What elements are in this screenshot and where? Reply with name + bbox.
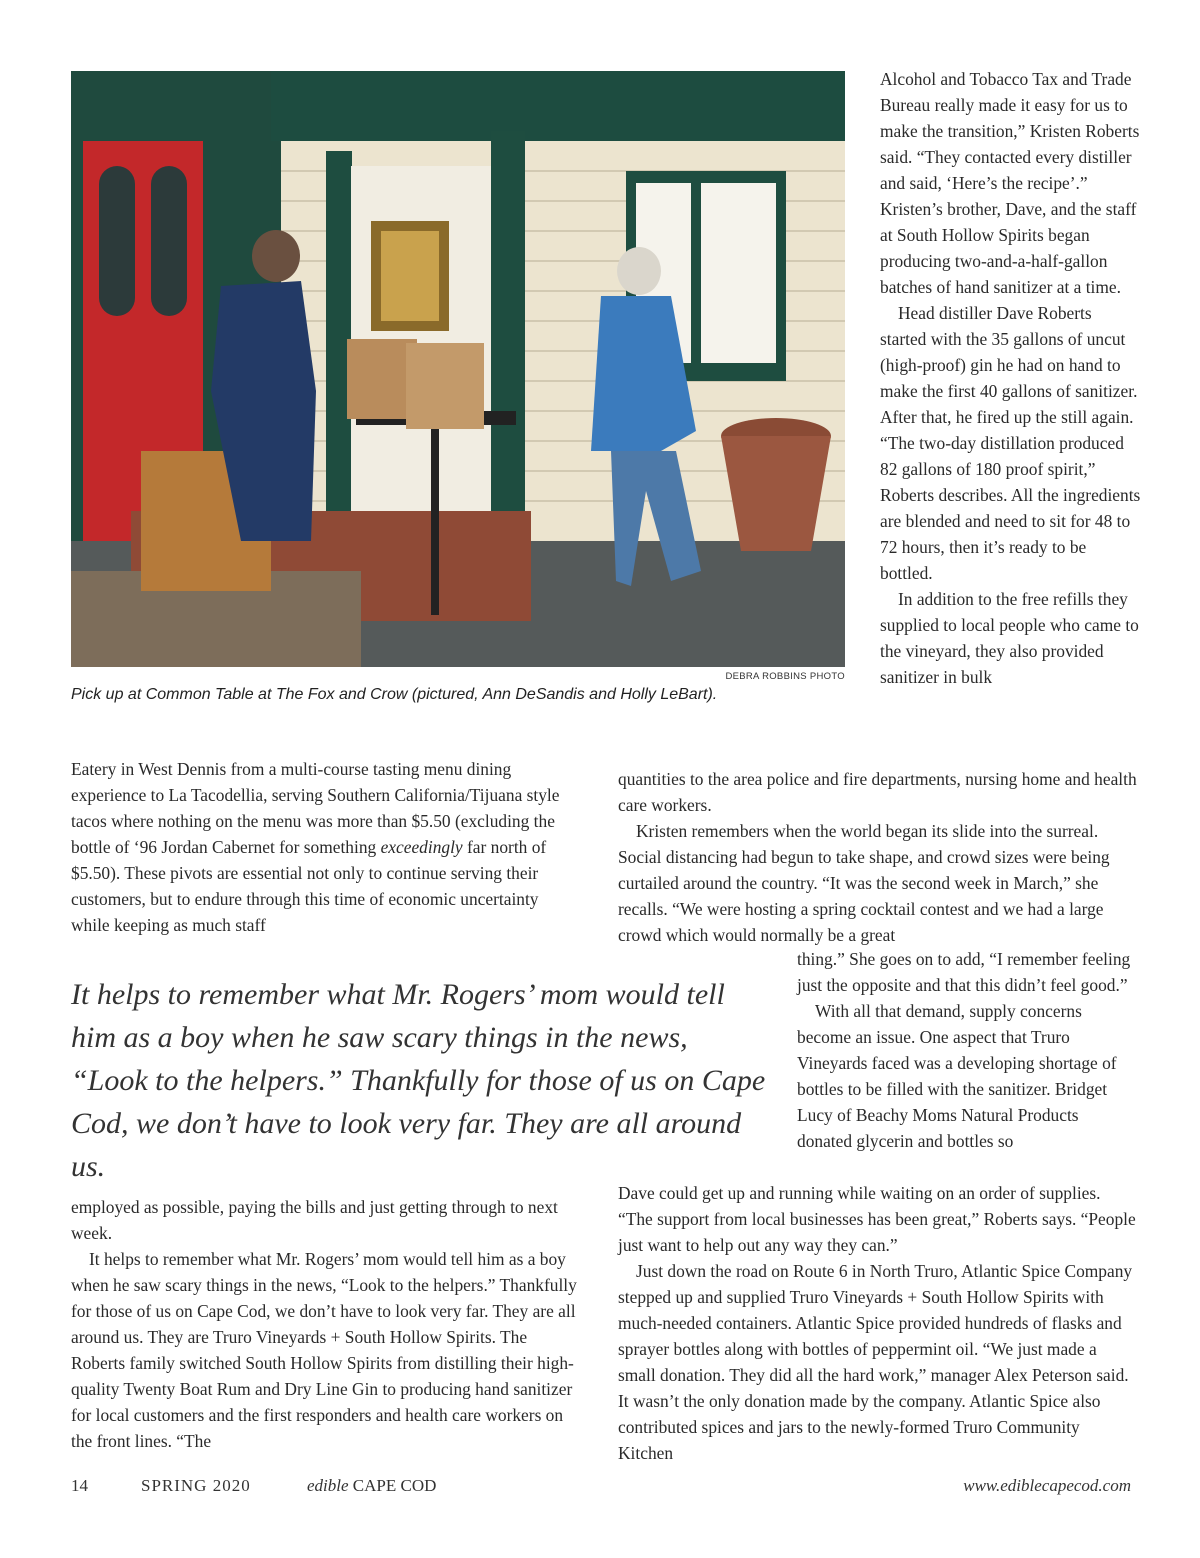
paragraph	[71, 756, 581, 938]
paragraph: Dave could get up and running while waiting on an order of supplies. “The support from local businesses has been great,” Roberts says. “People just want to help out any way they can.”	[618, 1183, 1136, 1255]
article-photo	[71, 71, 845, 667]
issue-label: SPRING 2020	[141, 1476, 251, 1495]
paragraph: quantities to the area police and fire departments, nursing home and health care workers.	[618, 769, 1137, 815]
paragraph: With all that demand, supply concerns become an issue. One aspect that Truro Vineyards faced was a developing shortage of bottles to be filled with the sanitizer. Bridget Lucy of Beachy Moms Natural Products donated glycerin and bottles so	[797, 1001, 1117, 1151]
text-run: far north of $5.50). These pivots are essential not only to continue serving their customers, but to endure through this time of economic uncertainty while keeping as much staff	[71, 837, 547, 935]
paragraph: thing.” She goes on to add, “I remember feeling just the opposite and that this didn’t feel good.”	[797, 949, 1131, 995]
publication-name-italic: edible	[307, 1476, 349, 1495]
paragraph: Alcohol and Tobacco Tax and Trade Bureau really made it easy for us to make the transition,” Kristen Roberts said. “They contacted every distiller and said, ‘Here’s the recipe’.” Kristen’s brother, Dave, and the staff at South Hollow Spirits began producing two-and-a-half-gallon batches of hand sanitizer at a time.	[880, 69, 1140, 297]
publication-name-rest: CAPE COD	[348, 1476, 437, 1495]
photo-credit: DEBRA ROBBINS PHOTO	[725, 671, 845, 682]
paragraph: Kristen remembers when the world began its slide into the surreal. Social distancing had begun to take shape, and crowd sizes were being curtailed around the country. “It was the second week in March,” she recalls. “We were hosting a spring cocktail contest and we had a large crowd which would normally be a great	[618, 821, 1110, 945]
photo-caption: Pick up at Common Table at The Fox and Crow (pictured, Ann DeSandis and Holly LeBart).	[71, 686, 718, 703]
article-column-left-top	[71, 756, 581, 938]
paragraph: Just down the road on Route 6 in North Truro, Atlantic Spice Company stepped up and supplied Truro Vineyards + South Hollow Spirits with much-needed containers. Atlantic Spice provided hundreds of flasks and sprayer bottles along with bottles of peppermint oil. “We just made a small donation. They did all the hard work,” manager Alex Peterson said. It wasn’t the only donation made by the company. Atlantic Spice also contributed spices and jars to the newly-formed Truro Community Kitchen	[618, 1261, 1133, 1463]
article-column-left-bottom	[71, 1194, 581, 1454]
page-number: 14	[71, 1476, 88, 1495]
publication-name	[307, 1476, 436, 1496]
article-column-right-bottom	[618, 1180, 1138, 1466]
article-column-right-top	[880, 66, 1142, 690]
pull-quote: It helps to remember what Mr. Rogers’ mom would tell him as a boy when he saw scary things in the news, “Look to the helpers.” Thankfully for those of us on Cape Cod, we don’t have to look very far. They are all around us.	[71, 978, 766, 1183]
paragraph: employed as possible, paying the bills and just getting through to next week.	[71, 1197, 558, 1243]
website-link[interactable]: www.ediblecapecod.com	[963, 1476, 1131, 1495]
paragraph: Head distiller Dave Roberts started with the 35 gallons of uncut (high-proof) gin he had on hand to make the first 40 gallons of sanitizer. After that, he fired up the still again. “The two-day distillation produced 82 gallons of 180 proof spirit,” Roberts describes. All the ingredients are blended and need to sit for 48 to 72 hours, then it’s ready to be bottled.	[880, 303, 1141, 583]
emphasis: exceedingly	[380, 837, 463, 857]
article-column-mid-wide	[618, 766, 1138, 948]
text-run: Eatery in West Dennis from a multi-course tasting menu dining experience to La Tacodellia, serving Southern California/Tijuana style tacos where nothing on the menu was more than $5.50 (excluding the bottle of ‘96 Jordan Cabernet for something	[71, 759, 560, 857]
paragraph: It helps to remember what Mr. Rogers’ mom would tell him as a boy when he saw scary things in the news, “Look to the helpers.” Thankfully for those of us on Cape Cod, we don’t have to look very far. They are all around us. They are Truro Vineyards + South Hollow Spirits. The Roberts family switched South Hollow Spirits from distilling their high-quality Twenty Boat Rum and Dry Line Gin to producing hand sanitizer for local customers and the first responders and health care workers on the front lines. “The	[71, 1249, 577, 1451]
photo-illustration-icon	[71, 71, 845, 667]
article-column-right-mid	[797, 946, 1137, 1154]
page-footer	[71, 1476, 1131, 1500]
paragraph: In addition to the free refills they supplied to local people who came to the vineyard, they also provided sanitizer in bulk	[880, 589, 1139, 687]
